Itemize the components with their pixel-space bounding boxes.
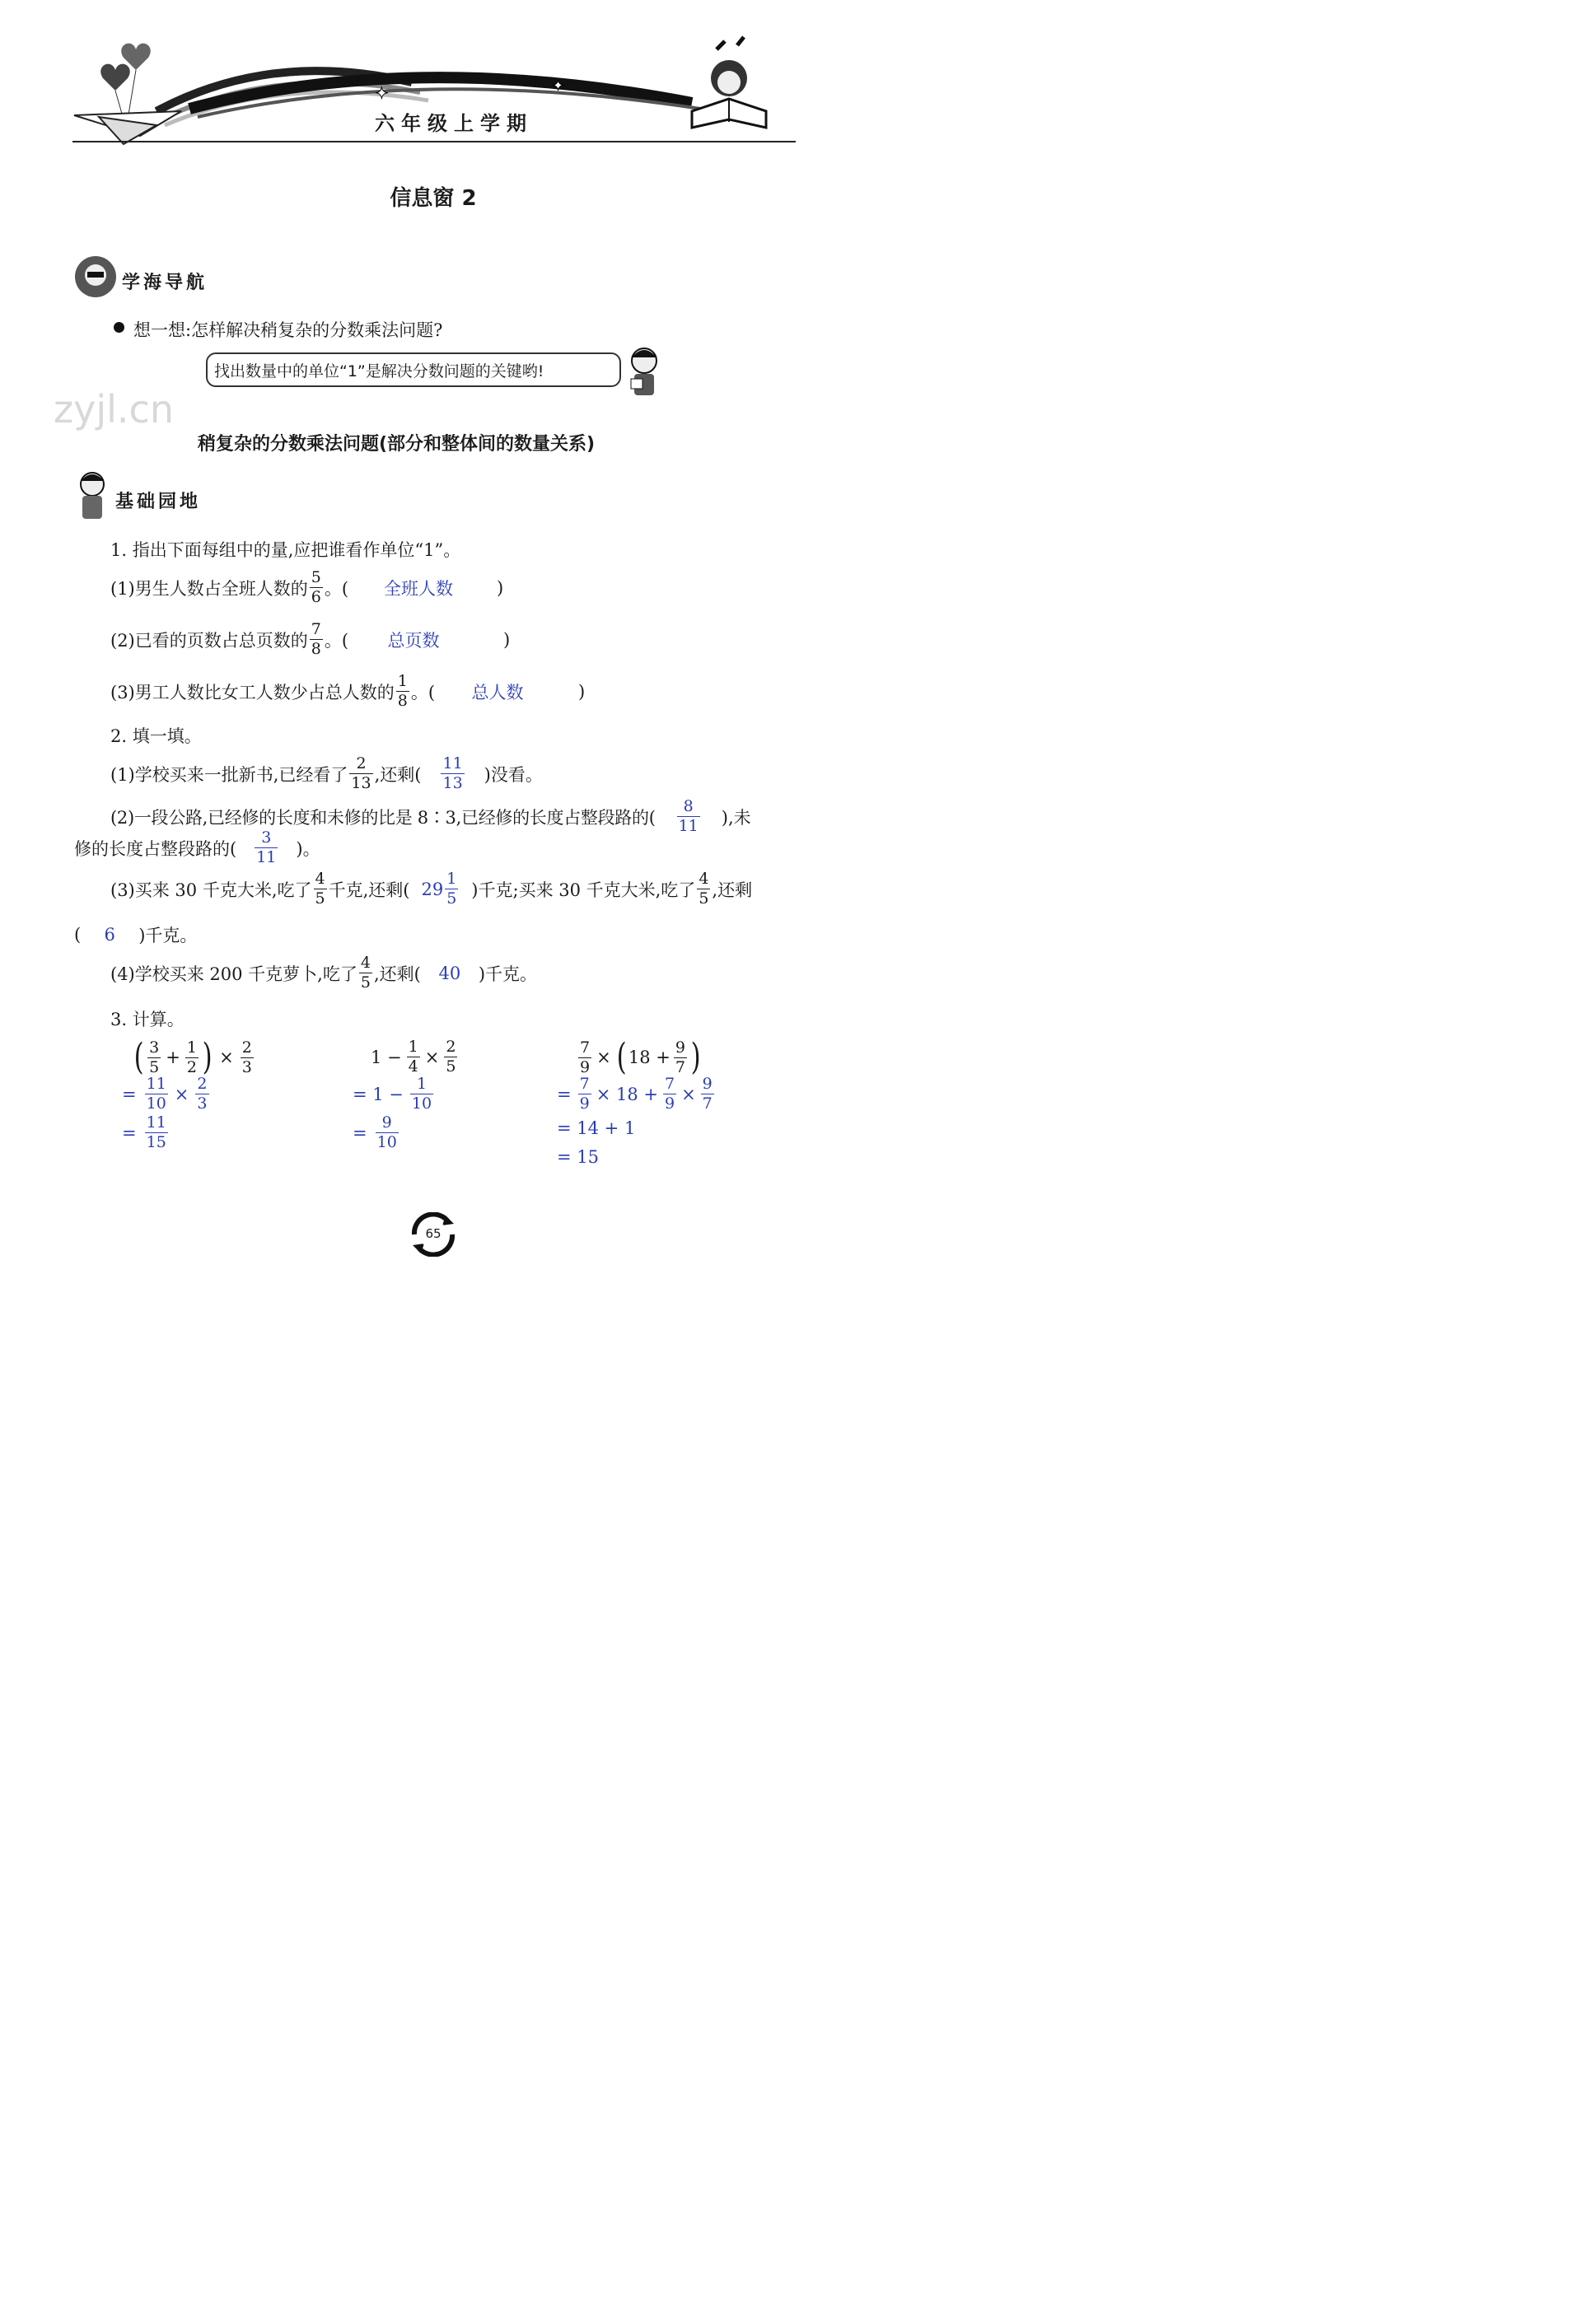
watermark: zyjl.cn <box>54 387 174 432</box>
fraction: $\frac{11}{10}$ <box>146 1075 166 1113</box>
q1-item-3-text: (3)男工人数比女工人数少占总人数的 <box>110 682 395 702</box>
calc-1-step-1[interactable] <box>122 1076 211 1112</box>
q1-item-2-text: (2)已看的页数占总页数的 <box>110 630 308 651</box>
q1-item-1-text: (1)男生人数占全班人数的 <box>110 578 308 599</box>
fraction: $\frac{2}{5}$ <box>446 1038 456 1076</box>
basics-section-label: 基础园地 <box>115 492 202 512</box>
fraction: $\frac{2}{13}$ <box>351 754 371 792</box>
calc-2-lead: 1 − <box>371 1047 402 1067</box>
q1-answer-2[interactable]: 总页数 <box>387 630 440 651</box>
q2-answer-1[interactable]: $\frac{11}{13}$ <box>442 754 463 792</box>
q2-item-1 <box>110 756 543 791</box>
q2-item-3-close2: )千克。 <box>138 926 198 945</box>
q2-item-3-end: ,还剩 <box>712 880 753 900</box>
times-sign: × <box>219 1048 234 1067</box>
q2-item-4-open: ,还剩( <box>373 964 421 984</box>
q2-item-3-mid: )千克;买来 30 千克大米,吃了 <box>471 880 696 900</box>
fraction: $\frac{1}{4}$ <box>408 1038 418 1076</box>
equals-sign: = <box>557 1084 572 1104</box>
svg-text:✦: ✦ <box>552 77 565 95</box>
q1-item-3-open: 。( <box>410 682 436 702</box>
q2-item-2-text: (2)一段公路,已经修的长度和未修的比是 8∶3,已经修的长度占整段路的( <box>110 807 656 828</box>
calc-3-step-3[interactable]: = 15 <box>557 1147 599 1167</box>
times-sign: × <box>174 1084 189 1104</box>
q2-item-4-text: (4)学校买来 200 千克萝卜,吃了 <box>110 964 357 984</box>
fraction: $\frac{9}{10}$ <box>376 1113 397 1151</box>
calc-1-step-2[interactable] <box>122 1115 170 1150</box>
calc-3-expression <box>577 1036 703 1078</box>
svg-text:✦: ✦ <box>375 83 389 103</box>
calc-3-inner: 18 + <box>628 1048 671 1067</box>
q1-item-1-close: ) <box>497 577 504 598</box>
paren-right: ) <box>690 1036 701 1078</box>
fraction: $\frac{11}{15}$ <box>146 1113 166 1151</box>
q1-item-1-open: 。( <box>324 578 349 599</box>
fraction: $\frac{4}{5}$ <box>360 954 371 992</box>
fraction: $\frac{2}{3}$ <box>197 1075 208 1113</box>
calc-3-mid: × 18 + <box>596 1084 658 1104</box>
mixed-whole: 29 <box>421 879 444 899</box>
fraction: $\frac{4}{5}$ <box>699 870 709 908</box>
speech-bubble-text: 找出数量中的单位“1”是解决分数问题的关键哟! <box>214 362 544 380</box>
fraction: $\frac{7}{9}$ <box>664 1075 675 1113</box>
calc-2-expression <box>371 1039 459 1075</box>
q3-stem: 3. 计算。 <box>110 1010 185 1029</box>
q2-item-3-open2: ( <box>74 925 82 945</box>
fraction: $\frac{1}{5}$ <box>446 870 457 908</box>
q2-item-3-open: 千克,还剩( <box>328 880 410 900</box>
q2-item-3-line2 <box>74 922 197 947</box>
topic-title: 稍复杂的分数乘法问题(部分和整体间的数量关系) <box>198 434 596 455</box>
q2-answer-3a[interactable] <box>421 871 460 907</box>
q2-item-3-line1 <box>110 871 752 907</box>
paren-left: ( <box>616 1036 627 1078</box>
times-sign: × <box>424 1047 440 1067</box>
q2-item-2-cont: 修的长度占整段路的( <box>74 838 237 859</box>
q2-answer-2a[interactable]: $\frac{8}{11}$ <box>678 797 699 835</box>
q2-stem: 2. 填一填。 <box>110 726 202 746</box>
equals-sign: = <box>122 1122 137 1143</box>
calc-1-expression <box>132 1036 255 1078</box>
fraction: $\frac{1}{8}$ <box>397 672 408 710</box>
equals-sign: = <box>353 1122 367 1143</box>
paren-left: ( <box>133 1036 144 1078</box>
q1-answer-3[interactable]: 总人数 <box>471 682 524 702</box>
q1-item-1 <box>110 570 503 605</box>
header-rule <box>72 141 796 142</box>
times-sign: × <box>596 1048 611 1067</box>
q2-item-2-line1 <box>110 799 751 834</box>
fraction: $\frac{9}{7}$ <box>702 1075 713 1113</box>
calc-3-step-2[interactable]: = 14 + 1 <box>557 1118 636 1138</box>
q1-item-2 <box>110 622 510 657</box>
fraction: $\frac{1}{2}$ <box>186 1038 197 1076</box>
q2-answer-2b[interactable]: $\frac{3}{11}$ <box>256 828 277 866</box>
page-title: 信息窗 2 <box>390 186 477 211</box>
paren-right: ) <box>202 1036 213 1078</box>
calc-2-step-1[interactable] <box>353 1076 435 1112</box>
bullet-dot-icon <box>114 322 124 333</box>
times-sign: × <box>681 1084 696 1104</box>
q1-item-3-close: ) <box>578 681 586 702</box>
q2-item-3-text: (3)买来 30 千克大米,吃了 <box>110 880 312 900</box>
fraction: $\frac{9}{7}$ <box>675 1038 685 1076</box>
q2-item-1-open: ,还剩( <box>374 764 422 785</box>
q2-item-2-mid: ),未 <box>721 807 751 828</box>
q2-item-2-line2 <box>74 830 320 866</box>
q2-answer-4[interactable]: 40 <box>438 963 461 983</box>
calc-3-step-1[interactable] <box>557 1076 716 1112</box>
q1-item-2-open: 。( <box>324 630 349 651</box>
plus-sign: + <box>166 1048 180 1067</box>
q1-item-2-close: ) <box>503 629 511 650</box>
fraction: $\frac{7}{8}$ <box>311 620 321 658</box>
basics-mascot-icon <box>74 471 110 520</box>
page-number: 65 <box>425 1226 442 1241</box>
q2-item-2-end: )。 <box>296 838 320 859</box>
q2-item-1-close: )没看。 <box>484 764 543 785</box>
q1-item-3 <box>110 674 585 709</box>
calc-2-step-2[interactable] <box>353 1115 400 1150</box>
guide-section-label: 学海导航 <box>122 273 208 293</box>
fraction: $\frac{3}{5}$ <box>149 1038 160 1076</box>
guide-mascot-icon <box>74 255 117 298</box>
boy-mascot-icon <box>624 346 664 399</box>
equals-sign: = 1 − <box>353 1084 404 1104</box>
fraction: $\frac{7}{9}$ <box>579 1075 590 1113</box>
q2-item-1-text: (1)学校买来一批新书,已经看了 <box>110 764 348 785</box>
q2-answer-3b[interactable]: 6 <box>104 925 115 945</box>
header-title: 六年级上学期 <box>375 112 533 135</box>
guide-question: 想一想:怎样解决稍复杂的分数乘法问题? <box>133 320 443 340</box>
equals-sign: = <box>122 1084 137 1104</box>
q1-answer-1[interactable]: 全班人数 <box>384 578 454 599</box>
fraction: $\frac{5}{6}$ <box>311 568 321 606</box>
fraction: $\frac{2}{3}$ <box>241 1038 252 1076</box>
q2-item-4 <box>110 955 537 991</box>
fraction: $\frac{1}{10}$ <box>411 1075 432 1113</box>
q1-stem: 1. 指出下面每组中的量,应把谁看作单位“1”。 <box>110 540 461 560</box>
fraction: $\frac{4}{5}$ <box>315 870 325 908</box>
q2-item-4-close: )千克。 <box>478 964 538 984</box>
fraction: $\frac{7}{9}$ <box>580 1038 591 1076</box>
